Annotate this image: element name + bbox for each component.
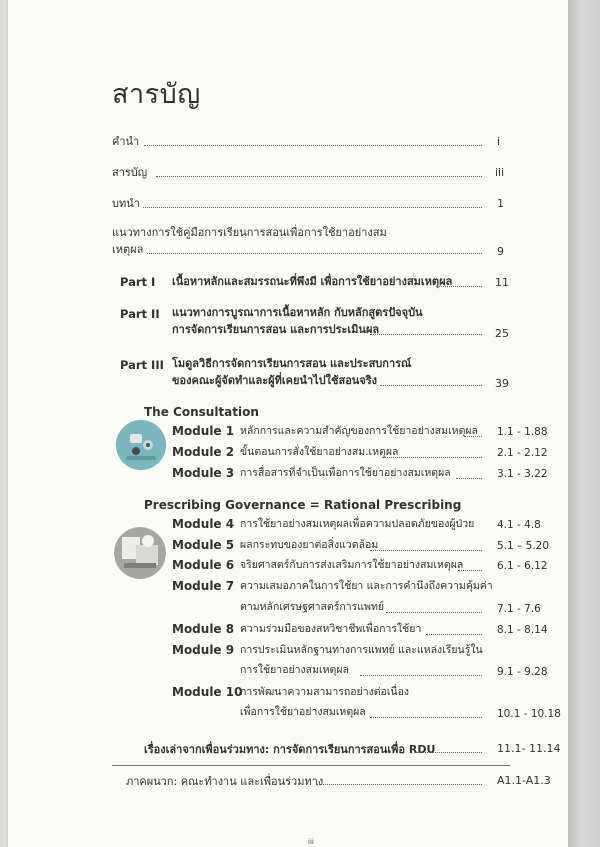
part-page-1: 11 [495, 276, 509, 289]
dot-leader [360, 675, 482, 676]
toc-page-introduction: 1 [497, 197, 504, 210]
page-edge-shadow [568, 0, 600, 847]
module-title-10-line2: เพื่อการใช้ยาอย่างสมเหตุผล [240, 706, 366, 718]
module-title-1: หลักการและความสำคัญของการใช้ยาอย่างสมเหตุผล [240, 425, 478, 437]
toc-page-guide: 9 [497, 245, 504, 258]
dot-leader [370, 717, 482, 718]
module-page-7: 7.1 - 7.6 [497, 603, 541, 615]
module-page-6: 6.1 - 6.12 [497, 560, 548, 572]
module-label-4: Module 4 [172, 517, 235, 531]
module-label-10: Module 10 [172, 685, 243, 699]
module-page-2: 2.1 - 2.12 [497, 447, 548, 459]
page-title: สารบัญ [112, 79, 201, 110]
toc-entry-story: เรื่องเล่าจากเพื่อนร่วมทาง: การจัดการเรียนการสอนเพื่อ RDU [144, 743, 436, 756]
toc-entry-appendix: ภาคผนวก: คณะทำงาน และเพื่อนร่วมทาง [126, 775, 324, 788]
toc-entry-contents: สารบัญ [112, 166, 148, 179]
toc-entry-guide-line1: แนวทางการใช้คู่มือการเรียนการสอนเพื่อการใช้ยาอย่างสม [112, 226, 387, 239]
module-label-8: Module 8 [172, 622, 235, 636]
module-title-4: การใช้ยาอย่างสมเหตุผลเพื่อความปลอดภัยของผู้ป่วย [240, 518, 475, 530]
divider-line [112, 765, 510, 766]
module-label-9: Module 9 [172, 643, 235, 657]
section-heading-consultation: The Consultation [144, 405, 259, 419]
part-title-2-line2: การจัดการเรียนการสอน และการประเมินผล [172, 323, 380, 336]
dot-leader [316, 784, 482, 785]
part-page-2: 25 [495, 327, 509, 340]
module-page-3: 3.1 - 3.22 [497, 468, 548, 480]
dot-leader [386, 612, 482, 613]
document-page [8, 0, 568, 847]
dot-leader [426, 634, 482, 635]
page-folio: iii [308, 838, 314, 846]
module-page-1: 1.1 - 1.88 [497, 426, 548, 438]
part-title-2-line1: แนวทางการบูรณาการเนื้อหาหลัก กับหลักสูตรปัจจุบัน [172, 306, 423, 319]
toc-page-contents: iii [495, 166, 505, 179]
module-page-8: 8.1 - 8.14 [497, 624, 548, 636]
part-title-3-line1: โมดูลวิธีการจัดการเรียนการสอน และประสบการณ์ [172, 357, 412, 370]
module-title-3: การสื่อสารที่จำเป็นเพื่อการใช้ยาอย่างสมเหตุผล [240, 467, 451, 479]
dot-leader [156, 176, 482, 177]
part-title-1: เนื้อหาหลักและสมรรถนะที่พึงมี เพื่อการใช้ยาอย่างสมเหตุผล [172, 275, 453, 288]
module-title-2: ขั้นตอนการสั่งใช้ยาอย่างสม.เหตุผล [240, 446, 399, 458]
dot-leader [456, 478, 482, 479]
module-label-1: Module 1 [172, 424, 235, 438]
toc-entry-guide-line2: เหตุผล [112, 243, 144, 256]
governance-illustration [114, 527, 166, 579]
module-page-10: 10.1 - 10.18 [497, 708, 561, 720]
dot-leader [144, 145, 482, 146]
toc-entry-preface: คำนำ [112, 135, 140, 148]
toc-page-preface: i [497, 135, 501, 148]
section-heading-governance: Prescribing Governance = Rational Prescribing [144, 498, 462, 512]
module-label-3: Module 3 [172, 466, 235, 480]
module-page-4: 4.1 - 4.8 [497, 519, 541, 531]
dot-leader [370, 334, 482, 335]
module-title-6: จริยศาสตร์กับการส่งเสริมการใช้ยาอย่างสมเหตุผล [240, 559, 464, 571]
toc-entry-introduction: บทนำ [112, 197, 140, 210]
dot-leader [436, 286, 482, 287]
module-title-5: ผลกระทบของยาต่อสิ่งแวดล้อม [240, 539, 379, 551]
dot-leader [464, 436, 482, 437]
dot-leader [416, 752, 482, 753]
part-title-3-line2: ของคณะผู้จัดทำและผู้ที่เคยนำไปใช้สอนจริง [172, 374, 378, 387]
module-page-5: 5.1 – 5.20 [497, 540, 550, 552]
module-label-2: Module 2 [172, 445, 235, 459]
dot-leader [143, 207, 482, 208]
module-title-10-line1: การพัฒนาความสามารถอย่างต่อเนื่อง [240, 686, 410, 698]
module-title-7-line1: ความเสมอภาคในการใช้ยา และการคำนึงถึงความคุ้มค่า [240, 580, 493, 592]
part-page-3: 39 [495, 377, 509, 390]
module-label-5: Module 5 [172, 538, 235, 552]
consultation-illustration [116, 420, 166, 470]
dot-leader [382, 457, 482, 458]
dot-leader [458, 570, 482, 571]
toc-page-story: 11.1- 11.14 [497, 742, 561, 755]
part-label-1: Part I [120, 275, 156, 289]
module-page-9: 9.1 - 9.28 [497, 666, 548, 678]
dot-leader [370, 550, 482, 551]
module-label-7: Module 7 [172, 579, 235, 593]
module-title-9-line2: การใช้ยาอย่างสมเหตุผล [240, 664, 349, 676]
part-label-3: Part III [120, 358, 164, 372]
module-title-8: ความร่วมมือของสหวิชาชีพเพื่อการใช้ยา [240, 623, 422, 635]
module-title-9-line1: การประเมินหลักฐานทางการแพทย์ และแหล่งเรียนรู้ใน [240, 644, 483, 656]
toc-page-appendix: A1.1-A1.3 [497, 774, 551, 787]
dot-leader [147, 253, 482, 254]
module-label-6: Module 6 [172, 558, 235, 572]
part-label-2: Part II [120, 307, 160, 321]
dot-leader [380, 385, 482, 386]
module-title-7-line2: ตามหลักเศรษฐศาสตร์การแพทย์ [240, 601, 385, 613]
